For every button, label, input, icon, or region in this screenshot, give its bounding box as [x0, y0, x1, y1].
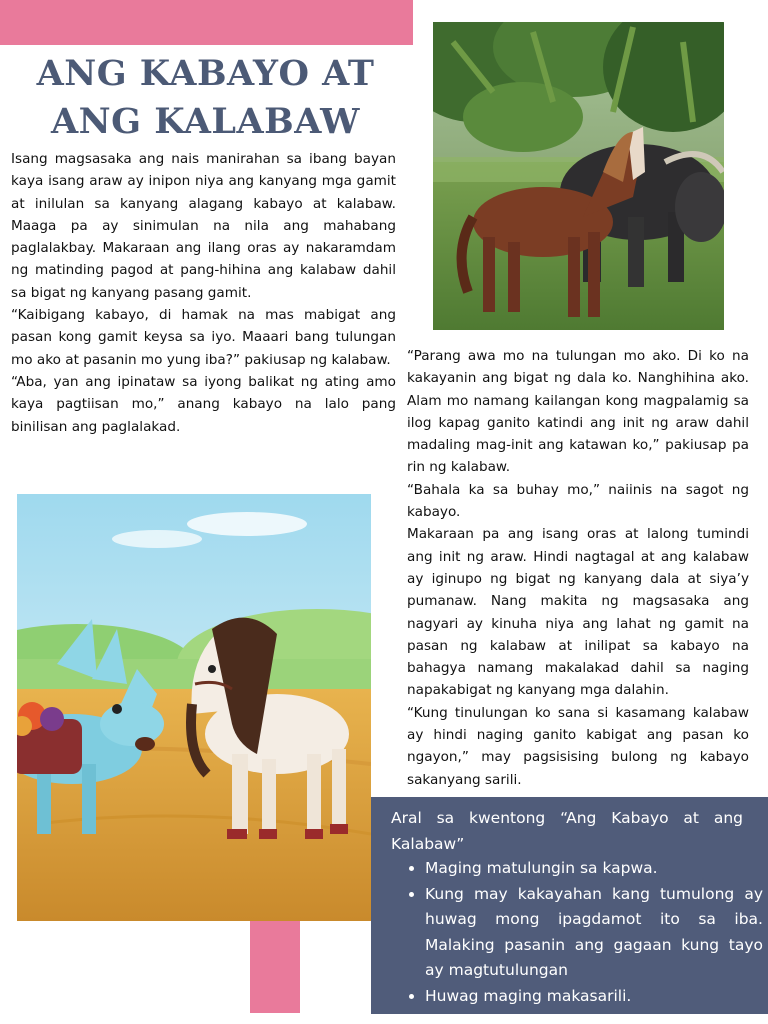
moral-item: • Maging matulungin sa kapwa. [425, 856, 763, 882]
story-paragraph: “Parang awa mo na tulungan mo ako. Di ko na kakayanin ang bigat ng dala ko. Nanghihina ako. Alam mo namang kailangan kong magpalamig sa ilog kapag ganito katindi ang init ng araw dahil madaling mag-init ang katawan ko,” pakiusap pa rin ng kalabaw. [407, 348, 749, 476]
title-line-2: ANG KALABAW [51, 101, 360, 142]
bottom-accent-bar [250, 921, 300, 1013]
donkey-horse-cartoon [17, 494, 371, 921]
moral-item: • Kung may kakayahan kang tumulong ay huwag mong ipagdamot ito sa iba. Malaking pasanin ang gagaan kung tayo ay magtutulungan [425, 882, 763, 984]
story-paragraph: Makaraan pa ang isang oras at lalong tumindi ang init ng araw. Hindi nagtagal at ang kalabaw ay iginupo ng bigat ng kanyang dala at siya’y pumanaw. Nang makita ng magsasaka ang nagyari ay kinuha niya ang lahat ng gamit na pasan ng kalabaw at inilipat sa kabayo na bahagya namang makalakad dahil sa naging napakabigat ng kanyang mga dalahin. [407, 526, 749, 699]
moral-heading: Aral sa kwentong “Ang Kabayo at ang Kalabaw” [391, 809, 743, 853]
title-line-1: ANG KABAYO AT [36, 53, 375, 94]
horse-carabao-photo [433, 22, 724, 330]
story-left-column [11, 148, 396, 438]
moral-item: • Huwag maging makasarili. [425, 984, 763, 1010]
top-accent-bar [0, 0, 413, 45]
story-paragraph: “Kaibigang kabayo, di hamak na mas mabigat ang pasan kong gamit keysa sa iyo. Maaari bang tulungan mo ako at pasanin mo yung iba?” pakiusap ng kalabaw. [11, 307, 396, 368]
moral-list [405, 856, 763, 1009]
story-paragraph: “Bahala ka sa buhay mo,” naiinis na sagot ng kabayo. [407, 481, 749, 521]
page-title [18, 50, 393, 146]
story-paragraph: “Kung tinulungan ko sana si kasamang kalabaw ay hindi naging ganito kabigat ang pasan ko ngayon,” may pagsisising bulong ng kabayo sakanyang sarili. [407, 704, 749, 788]
moral-box [371, 797, 768, 1014]
story-paragraph: “Aba, yan ang ipinataw sa iyong balikat ng ating amo kaya pagtiisan mo,” anang kabayo na lalo pang binilisan ang paglalakad. [11, 373, 396, 435]
story-paragraph: Isang magsasaka ang nais manirahan sa ibang bayan kaya isang araw ay inipon niya ang kanyang mga gamit at inilulan sa kanyang alagang kabayo at kalabaw. Maaga pa ay sinimulan na nila ang mahabang paglalakbay. Makaraan ang ilang oras ay nakaramdam ng matinding pagod at pang-hihina ang kalabaw dahil sa bigat ng kanyang pasang gamit. [11, 151, 396, 301]
story-right-column [407, 345, 749, 791]
